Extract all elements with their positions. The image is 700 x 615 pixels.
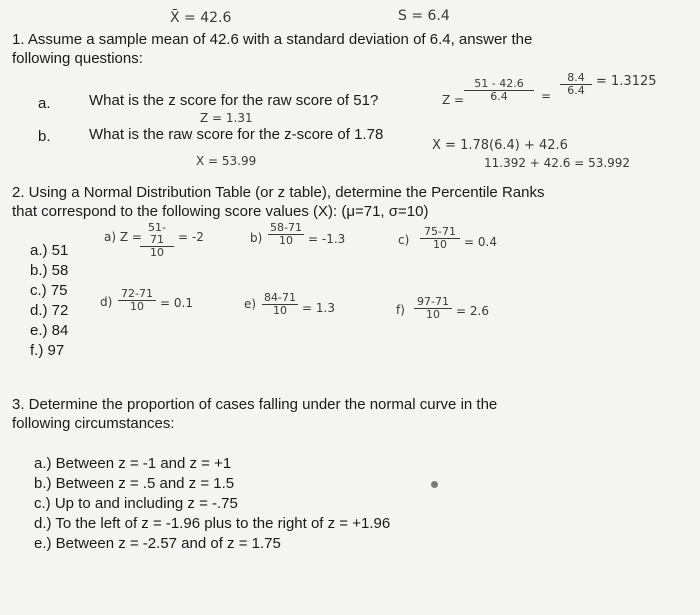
q2e-fraction <box>262 292 298 317</box>
q2e-numerator: 84-71 <box>262 292 298 305</box>
q1b-work-line2: 11.392 + 42.6 = 53.992 <box>484 156 631 170</box>
q1a-fraction2 <box>560 72 592 97</box>
q3-item-b: b.) Between z = .5 and z = 1.5 <box>34 475 235 492</box>
q1a-numerator: 51 - 42.6 <box>464 78 534 91</box>
q1a-numerator2: 8.4 <box>560 72 592 85</box>
q2b-result: = -1.3 <box>308 232 346 246</box>
q2-item-e: e.) 84 <box>30 322 69 339</box>
q2c-fraction <box>420 226 460 251</box>
q1a-z-eq: Z = <box>442 93 465 107</box>
q2f-fraction <box>414 296 452 321</box>
q3-item-e: e.) Between z = -2.57 and of z = 1.75 <box>34 535 281 552</box>
q1-line2: following questions: <box>12 50 143 67</box>
q1b-answer: X = 53.99 <box>196 154 257 168</box>
q2f-label: f) <box>396 303 405 317</box>
q1b-letter: b. <box>38 128 51 145</box>
q2-item-b: b.) 58 <box>30 262 69 279</box>
q2e-denominator: 10 <box>273 304 287 317</box>
q3-line2: following circumstances: <box>12 415 175 432</box>
q1b-text: What is the raw score for the z-score of 1.78 <box>89 126 384 143</box>
q1-line1: 1. Assume a sample mean of 42.6 with a standard deviation of 6.4, answer the <box>12 31 533 48</box>
q1a-eq2: = <box>541 89 552 103</box>
q2b-denominator: 10 <box>279 234 293 247</box>
stray-dot <box>431 481 438 488</box>
q2e-result: = 1.3 <box>302 301 335 315</box>
q2a-label: a) Z = <box>104 230 142 244</box>
q2d-fraction <box>118 288 156 313</box>
q2c-label: c) <box>398 233 410 247</box>
q2-item-c: c.) 75 <box>30 282 68 299</box>
q2f-result: = 2.6 <box>456 304 489 318</box>
q2d-denominator: 10 <box>130 300 144 313</box>
q3-line1: 3. Determine the proportion of cases falling under the normal curve in the <box>12 396 498 413</box>
q2-item-f: f.) 97 <box>30 342 65 359</box>
q2-line2: that correspond to the following score values (X): (μ=71, σ=10) <box>12 203 429 220</box>
q2c-denominator: 10 <box>433 238 447 251</box>
q1a-fraction <box>464 78 534 103</box>
q2d-label: d) <box>100 295 113 309</box>
q1a-answer: Z = 1.31 <box>200 111 253 125</box>
q2a-denominator: 10 <box>150 246 164 259</box>
q2c-numerator: 75-71 <box>420 226 460 239</box>
q2a-result: = -2 <box>178 230 204 244</box>
q3-item-d: d.) To the left of z = -1.96 plus to the right of z = +1.96 <box>34 515 391 532</box>
q2-line1: 2. Using a Normal Distribution Table (or z table), determine the Percentile Ranks <box>12 184 545 201</box>
q2b-fraction <box>268 222 304 247</box>
q2f-numerator: 97-71 <box>414 296 452 309</box>
q1a-letter: a. <box>38 95 51 112</box>
q1a-denominator2: 6.4 <box>567 84 585 97</box>
q2d-result: = 0.1 <box>160 296 193 310</box>
q3-item-c: c.) Up to and including z = -.75 <box>34 495 238 512</box>
q2e-label: e) <box>244 297 257 311</box>
q1a-text: What is the z score for the raw score of 51? <box>89 92 379 109</box>
q2b-label: b) <box>250 231 263 245</box>
q2d-numerator: 72-71 <box>118 288 156 301</box>
q1b-work-line1: X = 1.78(6.4) + 42.6 <box>432 138 568 153</box>
q2f-denominator: 10 <box>426 308 440 321</box>
q2c-result: = 0.4 <box>464 235 497 249</box>
q2-item-a: a.) 51 <box>30 242 69 259</box>
q1a-result: = 1.3125 <box>596 74 657 89</box>
q2b-numerator: 58-71 <box>268 222 304 235</box>
handwritten-mean-note: X̄ = 42.6 <box>170 10 232 26</box>
q3-item-a: a.) Between z = -1 and z = +1 <box>34 455 232 472</box>
q1a-denominator: 6.4 <box>490 90 508 103</box>
q2a-fraction <box>140 222 174 259</box>
q2-item-d: d.) 72 <box>30 302 69 319</box>
handwritten-sd-note: S = 6.4 <box>398 8 450 24</box>
q2a-numerator: 51-71 <box>140 222 174 247</box>
